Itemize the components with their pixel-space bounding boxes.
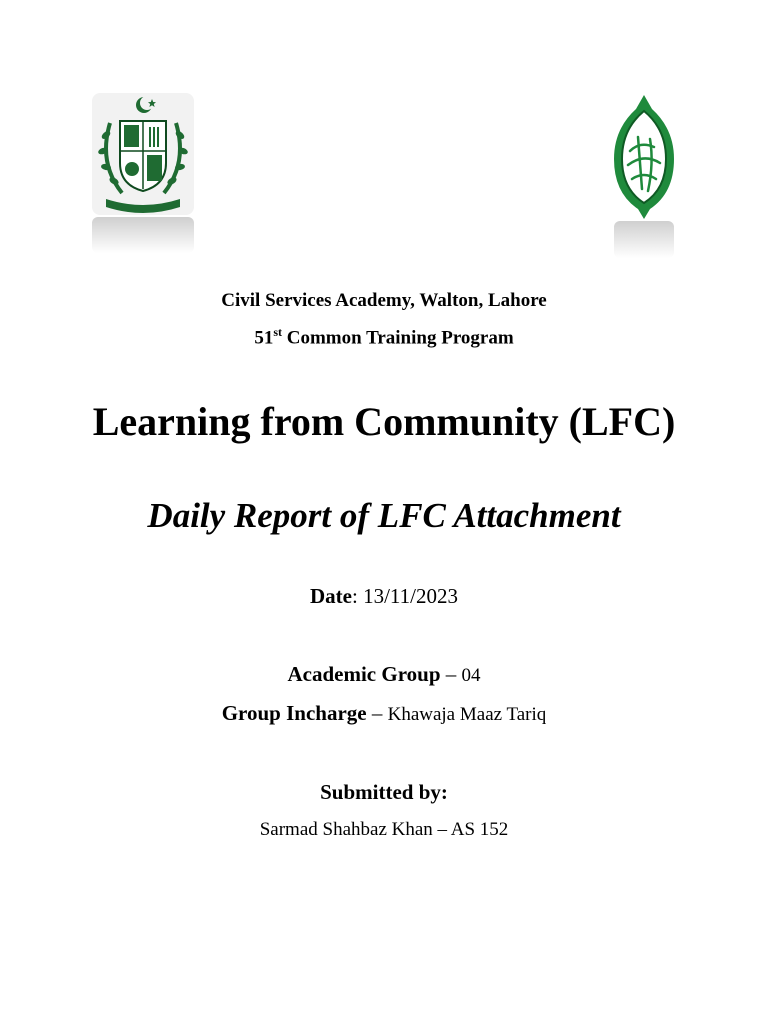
calligraphy-seal-icon bbox=[610, 93, 678, 258]
date-value: 13/11/2023 bbox=[363, 584, 458, 608]
program-name bbox=[0, 325, 768, 349]
date-separator: : bbox=[352, 584, 364, 608]
program-suffix: st bbox=[273, 325, 282, 339]
program-number: 51 bbox=[254, 327, 274, 349]
program-label: Common Training Program bbox=[281, 327, 514, 349]
group-incharge-label: Group Incharge bbox=[221, 701, 367, 725]
academic-group-separator: – bbox=[440, 662, 462, 686]
state-emblem-icon bbox=[92, 93, 194, 253]
report-date bbox=[0, 584, 768, 609]
submitted-by-author: Sarmad Shahbaz Khan – AS 152 bbox=[259, 819, 509, 840]
academic-group-value: 04 bbox=[461, 665, 481, 686]
document-title: Learning from Community (LFC) bbox=[92, 399, 676, 444]
calligraphy-seal-logo bbox=[610, 93, 678, 258]
academy-name: Civil Services Academy, Walton, Lahore bbox=[221, 290, 547, 311]
group-incharge-value: Khawaja Maaz Tariq bbox=[387, 704, 547, 725]
group-incharge bbox=[0, 701, 768, 726]
document-subtitle: Daily Report of LFC Attachment bbox=[147, 496, 621, 535]
state-emblem-logo bbox=[92, 93, 194, 253]
group-incharge-separator: – bbox=[366, 701, 388, 725]
academic-group-label: Academic Group bbox=[287, 662, 441, 686]
academic-group bbox=[0, 662, 768, 687]
date-label: Date bbox=[310, 584, 352, 608]
submitted-by-label: Submitted by: bbox=[320, 780, 448, 804]
